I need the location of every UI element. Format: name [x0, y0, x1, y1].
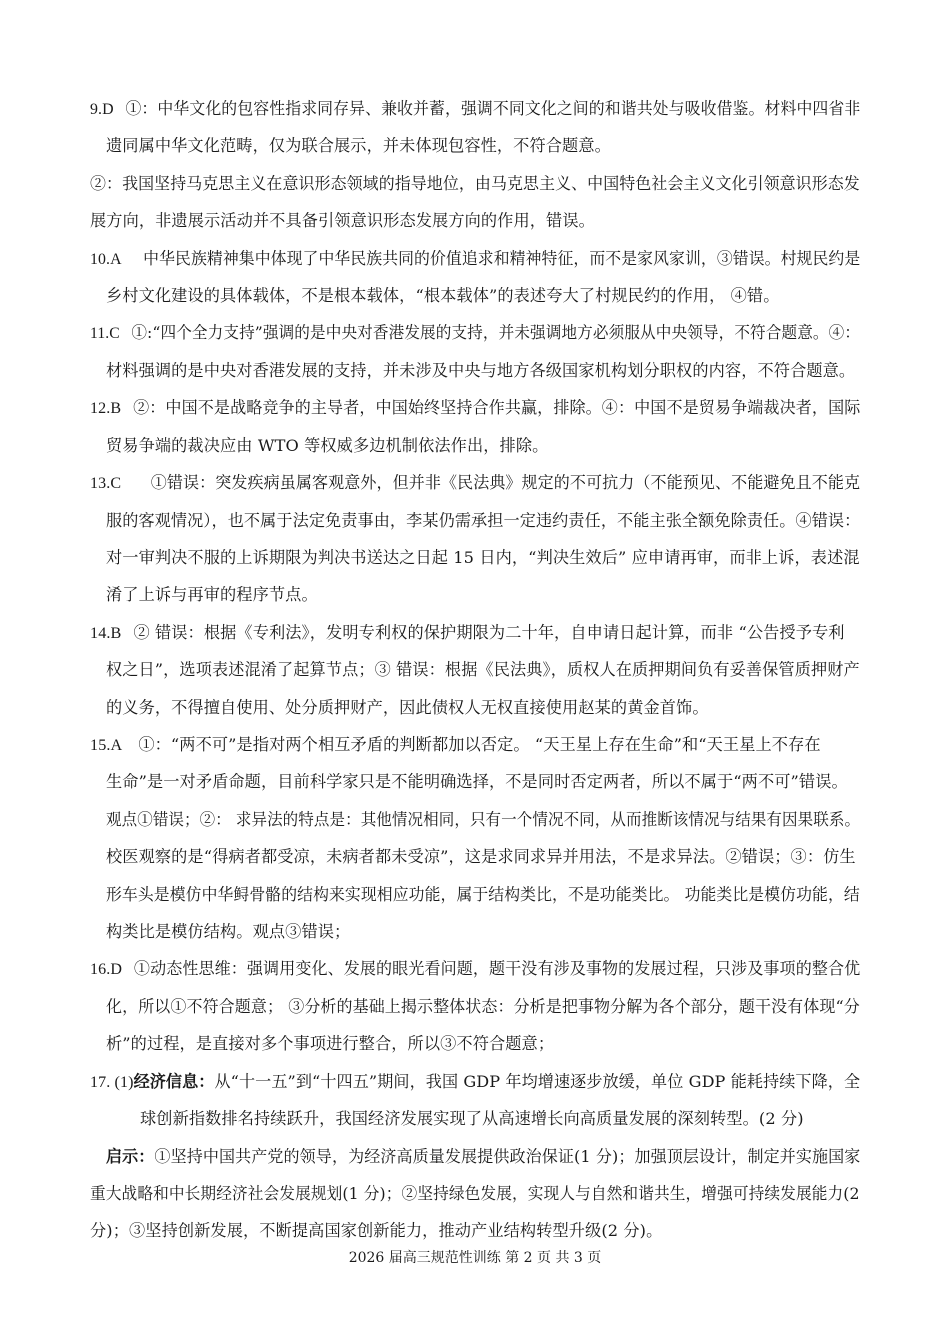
answer-13-line-4: 淆了上诉与再审的程序节点。	[106, 585, 318, 604]
answer-12-line-1	[90, 397, 860, 419]
answer-14-line-1	[90, 622, 845, 644]
answer-10-line-2: 乡村文化建设的具体载体，不是根本载体，“根本载体”的表述夸大了村规民约的作用， ④错。	[106, 286, 780, 305]
answer-16-line-3: 析”的过程，是直接对多个事项进行整合，所以③不符合题意；	[106, 1034, 555, 1053]
answer-10-label: 10.A	[90, 250, 122, 268]
answer-11-text-1: ①:“四个全力支持”强调的是中央对香港发展的支持，并未强调地方必须服从中央领导，不符合题意。④：	[131, 323, 861, 342]
answer-16-label: 16.D	[90, 960, 123, 978]
answer-14-line-2: 权之日”，选项表述混淆了起算节点；③ 错误：根据《民法典》，质权人在质押期间负有妥善保管质押财产	[106, 660, 860, 679]
answer-9-text-1: ①：中华文化的包容性指求同存异、兼收并蓄，强调不同文化之间的和谐共处与吸收借鉴。材料中四省非	[125, 99, 861, 118]
insight-text-2: 重大战略和中长期经济社会发展规划(1 分)；②坚持绿色发展，实现人与自然和谐共生，增强可持续发展能力(2	[90, 1184, 860, 1203]
answer-15-line-3: 观点①错误；②： 求异法的特点是：其他情况相同，只有一个情况不同，从而推断该情况与结果有因果联系。	[106, 810, 861, 829]
answer-15-line-2: 生命”是一对矛盾命题，目前科学家只是不能明确选择，不是同时否定两者，所以不属于“两不可”错误。	[106, 772, 848, 791]
answer-14-label: 14.B	[90, 624, 122, 642]
answer-15-line-6: 构类比是模仿结构。观点③错误；	[106, 922, 351, 941]
answer-13-line-3: 对一审判决不服的上诉期限为判决书送达之日起 15 日内，“判决生效后” 应申请再审，而非上诉，表述混	[106, 548, 860, 567]
answer-9-label: 9.D	[90, 100, 114, 118]
answer-9-line-1	[90, 98, 860, 120]
answer-17-label: 17. (1)	[90, 1073, 134, 1091]
answer-12-line-2: 贸易争端的裁决应由 WTO 等权威多边机制依法作出，排除。	[106, 436, 549, 455]
answer-15-label: 15.A	[90, 736, 123, 754]
insight-text-1: ①坚持中国共产党的领导，为经济高质量发展提供政治保证(1 分)；加强顶层设计，制定并实施国家	[154, 1147, 861, 1166]
page-footer: 2026 届高三规范性训练 第 2 页 共 3 页	[348, 1250, 602, 1266]
answer-13-text-1: ①错误：突发疾病虽属客观意外，但并非《民法典》规定的不可抗力（不能预见、不能避免且不能克	[150, 473, 861, 492]
answer-13-label: 13.C	[90, 474, 122, 492]
econ-info-text-1: 从“十一五”到“十四五”期间，我国 GDP 年均增速逐步放缓，单位 GDP 能耗持续下降，全	[214, 1072, 861, 1091]
answer-15-line-1	[90, 734, 821, 756]
answer-9-line-4: 展方向，非遗展示活动并不具备引领意识形态发展方向的作用，错误。	[90, 211, 595, 230]
answer-15-line-5: 形车头是模仿中华鲟骨骼的结构来实现相应功能，属于结构类比，不是功能类比。 功能类比是模仿功能，结	[106, 885, 860, 904]
answer-15-line-4: 校医观察的是“得病者都受凉，未病者都未受凉”，这是求同求异并用法，不是求异法。②错误；③：仿生	[106, 847, 856, 866]
answer-9-line-3: ②：我国坚持马克思主义在意识形态领域的指导地位，由马克思主义、中国特色社会主义文化引领意识形态发	[90, 174, 860, 193]
answer-16-line-2: 化，所以①不符合题意； ③分析的基础上揭示整体状态：分析是把事物分解为各个部分，题干没有体现“分	[106, 997, 860, 1016]
answer-14-line-3: 的义务，不得擅自使用、处分质押财产，因此债权人无权直接使用赵某的黄金首饰。	[106, 698, 709, 717]
econ-info-heading: 经济信息：	[133, 1072, 215, 1091]
econ-info-text-2: 球创新指数排名持续跃升，我国经济发展实现了从高速增长向高质量发展的深刻转型。(2 分)	[140, 1109, 804, 1128]
answer-17-line-1	[90, 1071, 860, 1093]
answer-15-text-1: ①：“两不可”是指对两个相互矛盾的判断都加以否定。 “天王星上存在生命”和“天王星上不存在	[138, 735, 821, 754]
answer-13-line-1	[90, 472, 860, 494]
answer-11-label: 11.C	[90, 324, 120, 342]
answer-16-text-1: ①动态性思维：强调用变化、发展的眼光看问题，题干没有涉及事物的发展过程，只涉及事项的整合优	[133, 959, 861, 978]
answer-14-text-1: ② 错误：根据《专利法》，发明专利权的保护期限为二十年，自申请日起计算，而非 “公告授予专利	[133, 623, 845, 642]
answer-11-line-1	[90, 322, 860, 344]
insight-line-1	[106, 1146, 860, 1168]
answer-12-text-1: ②：中国不是战略竞争的主导者，中国始终坚持合作共赢，排除。④：中国不是贸易争端裁决者，国际	[133, 398, 861, 417]
insight-heading: 启示：	[106, 1147, 155, 1166]
answer-12-label: 12.B	[90, 399, 122, 417]
answer-16-line-1	[90, 958, 860, 980]
insight-text-3: 分)；③坚持创新发展，不断提高国家创新能力，推动产业结构转型升级(2 分)。	[90, 1221, 663, 1240]
answer-10-text-1: 中华民族精神集中体现了中华民族共同的价值追求和精神特征，而不是家风家训，③错误。村规民约是	[143, 249, 861, 268]
answer-9-line-2: 遗同属中华文化范畴，仅为联合展示，并未体现包容性，不符合题意。	[106, 136, 611, 155]
answer-11-line-2: 材料强调的是中央对香港发展的支持，并未涉及中央与地方各级国家机构划分职权的内容，不符合题意。	[106, 361, 856, 380]
answer-10-line-1	[90, 248, 860, 270]
answer-13-line-2: 服的客观情况），也不属于法定免责事由，李某仍需承担一定违约责任，不能主张全额免除责任。④错误：	[106, 511, 861, 530]
